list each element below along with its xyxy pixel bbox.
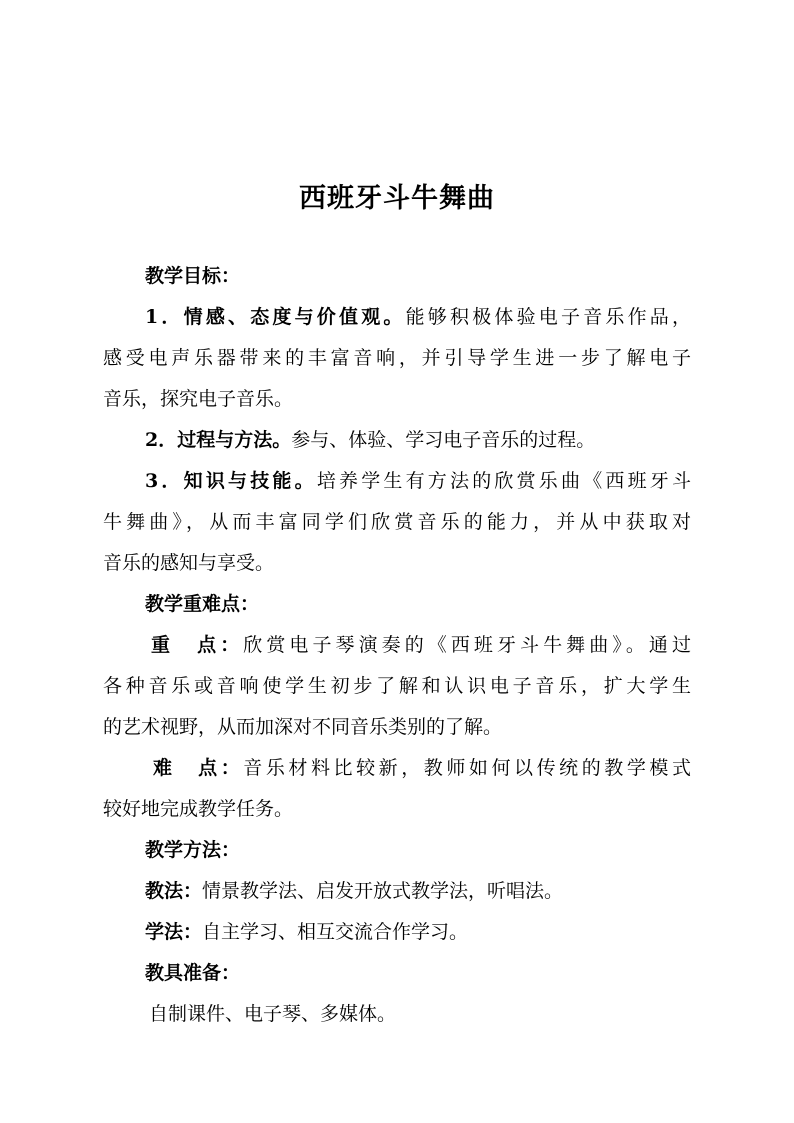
- objective-3-line-1: [103, 461, 691, 502]
- learning-method-text: 自主学习、相互交流合作学习。: [202, 921, 469, 943]
- objective-1-line-3: 音乐，探究电子音乐。: [103, 388, 294, 410]
- objective-3-line-2: 牛舞曲》，从而丰富同学们欣赏音乐的能力，并从中获取对: [103, 511, 691, 533]
- objective-3-text-1: 培养学生有方法的欣赏乐曲《西班牙斗: [316, 470, 691, 492]
- tools-text: 自制课件、电子琴、多媒体。: [149, 1003, 397, 1025]
- key-point-line-2: 各种音乐或音响使学生初步了解和认识电子音乐，扩大学生: [103, 675, 691, 697]
- teaching-method-label: 教法：: [145, 880, 203, 902]
- teaching-method-line: [103, 871, 691, 912]
- learning-method-label: 学法：: [145, 921, 203, 943]
- key-point-label: 重 点：: [151, 634, 244, 656]
- learning-method-line: [103, 912, 691, 953]
- key-point-line-1: [103, 625, 691, 666]
- objective-3-label: 3．知识与技能。: [145, 470, 317, 492]
- difficulty-label: 难 点：: [153, 757, 244, 779]
- difficulty-line-2: 较好地完成教学任务。: [103, 798, 294, 820]
- page-title: 西班牙斗牛舞曲: [299, 183, 495, 214]
- difficulty-line-1: [103, 748, 691, 789]
- objectives-heading: 教学目标：: [145, 265, 241, 287]
- objective-1-line-2: 感受电声乐器带来的丰富音响，并引导学生进一步了解电子: [103, 347, 691, 369]
- keypoints-heading: 教学重难点：: [145, 593, 260, 615]
- key-point-line-3: 的艺术视野，从而加深对不同音乐类别的了解。: [103, 716, 503, 738]
- objective-1-label: 1．情感、态度与价值观。: [145, 306, 406, 328]
- objective-1-text-1: 能够积极体验电子音乐作品，: [405, 306, 691, 328]
- objective-2-text: 参与、体验、学习电子音乐的过程。: [291, 429, 596, 451]
- objective-1-line-1: [103, 297, 691, 338]
- difficulty-text-1: 音乐材料比较新，教师如何以传统的教学模式: [243, 757, 691, 779]
- key-point-text-1: 欣赏电子琴演奏的《西班牙斗牛舞曲》。通过: [243, 634, 691, 656]
- methods-heading: 教学方法：: [145, 839, 241, 861]
- tools-heading: 教具准备：: [145, 962, 241, 984]
- teaching-method-text: 情景教学法、启发开放式教学法，听唱法。: [202, 880, 564, 902]
- objective-3-line-3: 音乐的感知与享受。: [103, 552, 275, 574]
- document-body: [103, 256, 691, 1035]
- objective-2-line: [103, 420, 691, 461]
- objective-2-label: 2．过程与方法。: [145, 429, 292, 451]
